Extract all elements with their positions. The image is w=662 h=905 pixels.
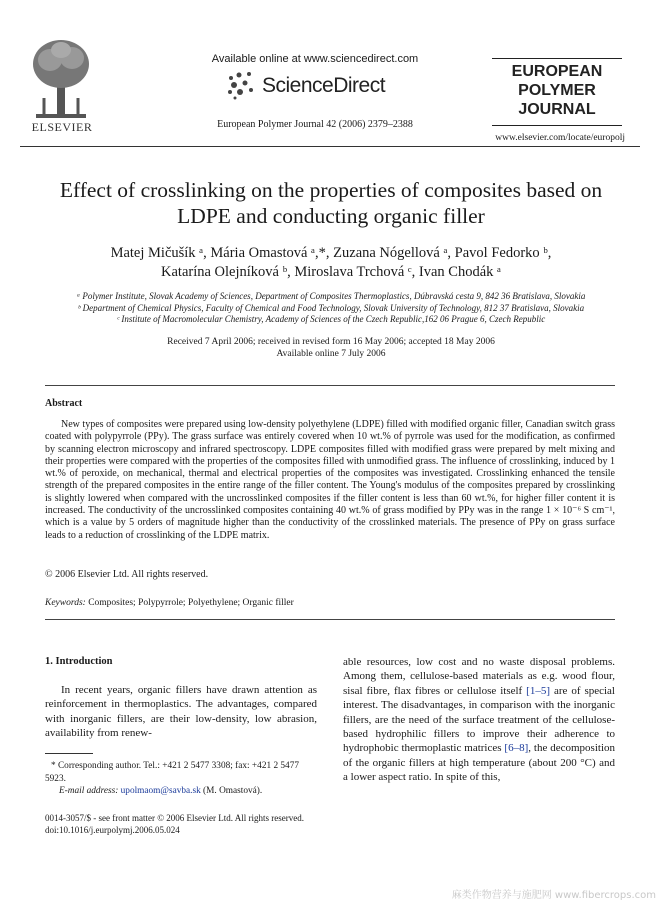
article-dates [30, 336, 632, 360]
section-heading: 1. Introduction [45, 656, 113, 667]
reference-link[interactable]: [6–8] [504, 742, 529, 755]
available-online-text: Available online at www.sciencedirect.com [211, 53, 419, 65]
footnote-rule [45, 753, 93, 754]
email-line [45, 785, 317, 798]
intro-column-left: In recent years, organic fillers have drawn attention as reinforcement in thermoplastics. The advantages, compared with inorganic fillers, are their low-density, low abrasion, availability from renew- [45, 684, 317, 740]
issn-line: 0014-3057/$ - see front matter © 2006 Elsevier Ltd. All rights reserved. [45, 813, 305, 823]
corresponding-author-note: * Corresponding author. Tel.: +421 2 5477 3308; fax: +421 2 5477 5923. [45, 761, 300, 784]
available-date: Available online 7 July 2006 [276, 349, 386, 359]
article-title [30, 177, 632, 229]
doi-line[interactable]: doi:10.1016/j.eurpolymj.2006.05.024 [45, 825, 180, 835]
site-watermark: 麻类作物营养与施肥网 www.fibercrops.com [451, 890, 656, 901]
journal-name-line: EUROPEAN [511, 63, 603, 80]
reference-link[interactable]: [1–5] [526, 684, 550, 697]
affiliation: ᵃ Polymer Institute, Slovak Academy of Sciences, Department of Composites Thermoplastics, Dúbravská cesta 9, 842 36 Bratislava, Slovakia [76, 291, 586, 301]
author-list [30, 244, 632, 282]
journal-name-line: JOURNAL [518, 101, 596, 118]
title-line: Effect of crosslinking on the properties of composites based on [59, 178, 603, 202]
intro-text: are of special interest. The disadvantages, in comparison with the inorganic fillers, are the need of the surface treatment of the cellulose-based hydrophilic fillers to improve their adherence to hydrophobic thermoplastic matrices [343, 684, 615, 755]
authors-line: Matej Mičušík ᵃ, Mária Omastová ᵃ,*, Zuzana Nógellová ᵃ, Pavol Fedorko ᵇ, [110, 245, 552, 261]
received-dates: Received 7 April 2006; received in revised form 16 May 2006; accepted 18 May 2006 [167, 337, 495, 347]
email-suffix: (M. Omastová). [200, 786, 263, 796]
title-line: LDPE and conducting organic filler [177, 204, 485, 228]
front-matter [45, 812, 304, 836]
email-label: E-mail address: [59, 786, 119, 796]
keywords-list: Composites; Polypyrrole; Polyethylene; Organic filler [88, 598, 294, 608]
publisher-name: ELSEVIER [31, 120, 93, 134]
affiliation: ᶜ Institute of Macromolecular Chemistry, Academy of Sciences of the Czech Republic,162 06 Prague 6, Czech Republic [116, 314, 546, 324]
journal-url[interactable]: www.elsevier.com/locate/europolj [495, 133, 625, 143]
abstract-bottom-rule [45, 619, 615, 620]
journal-citation: European Polymer Journal 42 (2006) 2379–2388 [217, 119, 413, 130]
abstract-top-rule [45, 385, 615, 386]
intro-text: , the decomposition of the organic fillers at high temperature (about 200 °C) and a lower aspect ratio. In spite of this, [343, 742, 615, 784]
intro-text: able resources, low cost and no waste disposal problems. Among them, cellulose-based materials as e.g. wood flour, sisal fibre, flax fibres or cellulose itself [343, 656, 615, 697]
email-link[interactable]: upolmaom@savba.sk [120, 786, 201, 796]
journal-logo-box [492, 58, 622, 126]
abstract-copyright: © 2006 Elsevier Ltd. All rights reserved. [45, 569, 209, 580]
sciencedirect-wordmark: ScienceDirect [262, 74, 386, 97]
intro-column-right [343, 655, 615, 785]
abstract-heading: Abstract [45, 398, 83, 409]
keywords [45, 598, 294, 608]
footnote [45, 760, 317, 798]
authors-line: Katarína Olejníková ᵇ, Miroslava Trchová ᶜ, Ivan Chodák ᵃ [161, 264, 501, 280]
affiliations [20, 291, 642, 326]
journal-name-line: POLYMER [518, 82, 596, 99]
elsevier-tree-logo [30, 38, 92, 122]
header-divider [20, 146, 640, 147]
abstract-body: New types of composites were prepared using low-density polyethylene (LDPE) filled with modified organic filler, Canadian switch grass coated with polypyrrole (PPy). The grass surface was entirely covered when 10 wt.% of pyrrole was used for the modification, as confirmed by scanning electron microscopy and infrared spectroscopy. LDPE composites filled with modified grass were prepared by melt mixing and their properties were compared with the properties of the composites filled with unmodified grass. The influence of crosslinking, induced by 1 wt.% of peroxide, on mechanical, thermal and electrical properties of the composites was investigated. Crosslinking enhanced the tensile strength of the prepared composites in the entire range of the filler content. The Young's modulus of the composites prepared by crosslinking is slightly lowered when compared with the uncrosslinked composites if the filler content is less than 60 wt.%, for higher filler content it is increased. The conductivity of the uncrosslinked composites containing 40 wt.% of grass modified by PPy was in the range 1 × 10⁻⁶ S cm⁻¹, which is a value by 5 orders of magnitude higher than the conductivity of the crosslinked materials. The presence of PPy on grass surface leads to a reduction of crosslinking of the LDPE matrix. [45, 419, 615, 541]
keywords-label: Keywords: [45, 598, 86, 608]
affiliation: ᵇ Department of Chemical Physics, Faculty of Chemical and Food Technology, Slovak University of Technology, 812 37 Bratislava, Slovakia [77, 302, 585, 313]
